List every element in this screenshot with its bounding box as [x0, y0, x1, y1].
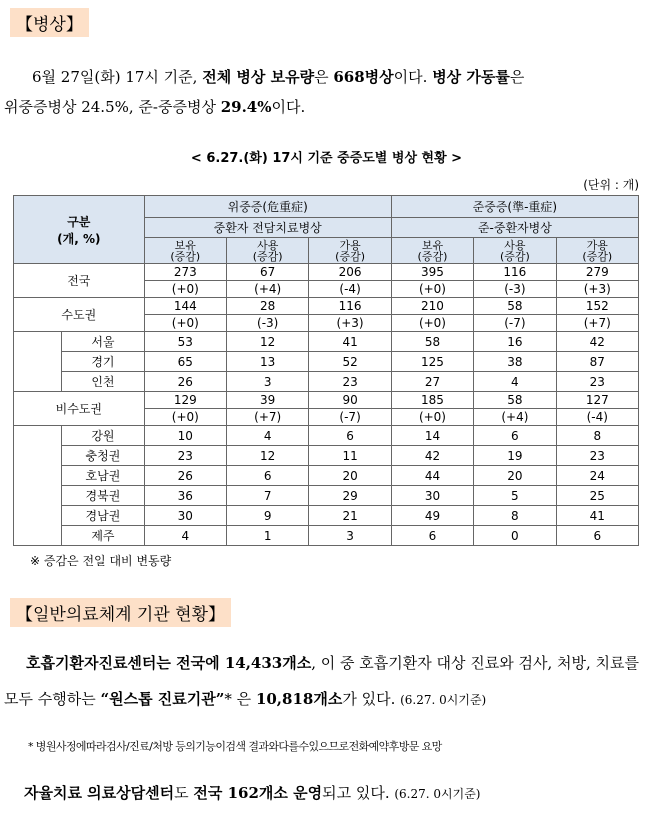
- group-header-semicritical: 준중증(準-重症): [391, 196, 638, 218]
- table-row: [14, 526, 639, 546]
- table-row: [14, 352, 639, 372]
- cell-value: 20: [309, 466, 391, 486]
- cell-value: 6: [309, 426, 391, 446]
- cell-value: 0: [474, 526, 556, 546]
- cell-change: (+0): [144, 409, 226, 426]
- cell-change: (+4): [474, 409, 556, 426]
- cell-value: 3: [309, 526, 391, 546]
- cell-value: 9: [227, 506, 309, 526]
- table-row: [14, 298, 639, 315]
- bed-status-table: [13, 195, 639, 546]
- table-footnote: ※ 증감은 전일 대비 변동량: [30, 554, 172, 568]
- cell-value: 3: [227, 372, 309, 392]
- cell-change: (+0): [144, 315, 226, 332]
- indent-cell: [14, 426, 62, 546]
- cell-value: 12: [227, 332, 309, 352]
- cell-value: 6: [556, 526, 638, 546]
- cell-value: 90: [309, 392, 391, 409]
- row-label: 서울: [62, 332, 144, 352]
- cell-value: 395: [391, 264, 473, 281]
- col-header-used: 사용 (증감): [474, 238, 556, 264]
- cell-value: 67: [227, 264, 309, 281]
- cell-value: 185: [391, 392, 473, 409]
- cell-value: 26: [144, 466, 226, 486]
- row-label: 강원: [62, 426, 144, 446]
- cell-value: 129: [144, 392, 226, 409]
- cell-change: (-3): [227, 315, 309, 332]
- cell-value: 30: [391, 486, 473, 506]
- cell-value: 41: [309, 332, 391, 352]
- cell-value: 7: [227, 486, 309, 506]
- cell-value: 30: [144, 506, 226, 526]
- col-header-own: 보유 (증감): [391, 238, 473, 264]
- cell-value: 6: [391, 526, 473, 546]
- row-label: 경남권: [62, 506, 144, 526]
- cell-value: 210: [391, 298, 473, 315]
- cell-value: 1: [227, 526, 309, 546]
- cell-value: 23: [309, 372, 391, 392]
- section-title-clinics: 【일반의료체계 기관 현황】: [10, 598, 231, 627]
- cell-value: 27: [391, 372, 473, 392]
- cell-value: 29: [309, 486, 391, 506]
- indent-cell: [14, 332, 62, 392]
- col-header-avail: 가용 (증감): [556, 238, 638, 264]
- cell-value: 38: [474, 352, 556, 372]
- cell-value: 41: [556, 506, 638, 526]
- cell-value: 127: [556, 392, 638, 409]
- cell-value: 14: [391, 426, 473, 446]
- cell-value: 44: [391, 466, 473, 486]
- table-row: [14, 392, 639, 409]
- col-header-avail: 가용 (증감): [309, 238, 391, 264]
- cell-value: 8: [556, 426, 638, 446]
- corner-header: 구분 (개, %): [14, 196, 145, 264]
- cell-value: 6: [227, 466, 309, 486]
- cell-value: 144: [144, 298, 226, 315]
- cell-value: 58: [391, 332, 473, 352]
- cell-value: 28: [227, 298, 309, 315]
- table-caption: < 6.27.(화) 17시 기준 중증도별 병상 현황 >: [190, 151, 463, 166]
- cell-value: 26: [144, 372, 226, 392]
- table-row: [14, 372, 639, 392]
- table-row: [14, 426, 639, 446]
- col-header-own: 보유 (증감): [144, 238, 226, 264]
- cell-change: (-4): [309, 281, 391, 298]
- cell-value: 16: [474, 332, 556, 352]
- row-label: 수도권: [14, 298, 145, 332]
- row-label: 호남권: [62, 466, 144, 486]
- cell-value: 23: [556, 372, 638, 392]
- cell-change: (+7): [556, 315, 638, 332]
- cell-value: 42: [391, 446, 473, 466]
- row-label: 경북권: [62, 486, 144, 506]
- cell-change: (+4): [227, 281, 309, 298]
- cell-value: 49: [391, 506, 473, 526]
- cell-value: 19: [474, 446, 556, 466]
- cell-value: 273: [144, 264, 226, 281]
- col-header-used: 사용 (증감): [227, 238, 309, 264]
- cell-value: 4: [144, 526, 226, 546]
- table-row: [14, 264, 639, 281]
- cell-value: 87: [556, 352, 638, 372]
- table-row: [14, 466, 639, 486]
- cell-value: 23: [556, 446, 638, 466]
- cell-change: (-7): [309, 409, 391, 426]
- cell-value: 52: [309, 352, 391, 372]
- cell-value: 12: [227, 446, 309, 466]
- row-label: 비수도권: [14, 392, 145, 426]
- cell-value: 65: [144, 352, 226, 372]
- cell-value: 21: [309, 506, 391, 526]
- cell-value: 8: [474, 506, 556, 526]
- row-label: 전국: [14, 264, 145, 298]
- cell-change: (+3): [309, 315, 391, 332]
- cell-value: 4: [474, 372, 556, 392]
- row-label: 제주: [62, 526, 144, 546]
- group-header-critical: 위중증(危重症): [144, 196, 391, 218]
- cell-value: 24: [556, 466, 638, 486]
- clinic-summary-paragraph: 호흡기환자진료센터는 전국에 14,433개소, 이 중 호흡기환자 대상 진료와 검사, 처방, 치료를 모두 수행하는 “원스톱 진료기관”* 은 10,818개소가 있다. (6.27. 0시기준): [4, 654, 639, 708]
- cell-value: 6: [474, 426, 556, 446]
- cell-value: 13: [227, 352, 309, 372]
- table-row: [14, 506, 639, 526]
- clinic-footnote: * 병원사정에따라검사/진료/처방 등의기능이검색 결과와다를수있으므로전화예약후방문 요망: [28, 740, 442, 753]
- cell-value: 4: [227, 426, 309, 446]
- cell-change: (+3): [556, 281, 638, 298]
- table-row: [14, 332, 639, 352]
- cell-value: 279: [556, 264, 638, 281]
- counseling-paragraph: 자율치료 의료상담센터도 전국 162개소 운영되고 있다. (6.27. 0시기준): [24, 784, 481, 802]
- cell-value: 5: [474, 486, 556, 506]
- cell-value: 206: [309, 264, 391, 281]
- cell-change: (+0): [391, 409, 473, 426]
- bed-summary-paragraph: 6월 27일(화) 17시 기준, 전체 병상 보유량은 668병상이다. 병상 가동률은 위중증병상 24.5%, 준-중증병상 29.4%이다.: [4, 68, 525, 116]
- cell-value: 11: [309, 446, 391, 466]
- row-label: 인천: [62, 372, 144, 392]
- cell-change: (-4): [556, 409, 638, 426]
- table-row: [14, 446, 639, 466]
- cell-change: (+0): [144, 281, 226, 298]
- cell-value: 116: [474, 264, 556, 281]
- cell-value: 10: [144, 426, 226, 446]
- cell-value: 152: [556, 298, 638, 315]
- cell-change: (+0): [391, 315, 473, 332]
- cell-value: 58: [474, 298, 556, 315]
- cell-value: 53: [144, 332, 226, 352]
- cell-value: 23: [144, 446, 226, 466]
- cell-change: (-7): [474, 315, 556, 332]
- cell-value: 20: [474, 466, 556, 486]
- cell-change: (+7): [227, 409, 309, 426]
- cell-value: 125: [391, 352, 473, 372]
- cell-value: 36: [144, 486, 226, 506]
- cell-value: 58: [474, 392, 556, 409]
- subgroup-header-critical: 중환자 전담치료병상: [144, 218, 391, 238]
- section-title-beds: 【병상】: [10, 8, 89, 37]
- cell-value: 42: [556, 332, 638, 352]
- cell-change: (+0): [391, 281, 473, 298]
- row-label: 충청권: [62, 446, 144, 466]
- row-label: 경기: [62, 352, 144, 372]
- unit-label: (단위 : 개): [583, 178, 639, 192]
- cell-value: 25: [556, 486, 638, 506]
- cell-change: (-3): [474, 281, 556, 298]
- table-row: [14, 486, 639, 506]
- subgroup-header-semicritical: 준-중환자병상: [391, 218, 638, 238]
- cell-value: 116: [309, 298, 391, 315]
- cell-value: 39: [227, 392, 309, 409]
